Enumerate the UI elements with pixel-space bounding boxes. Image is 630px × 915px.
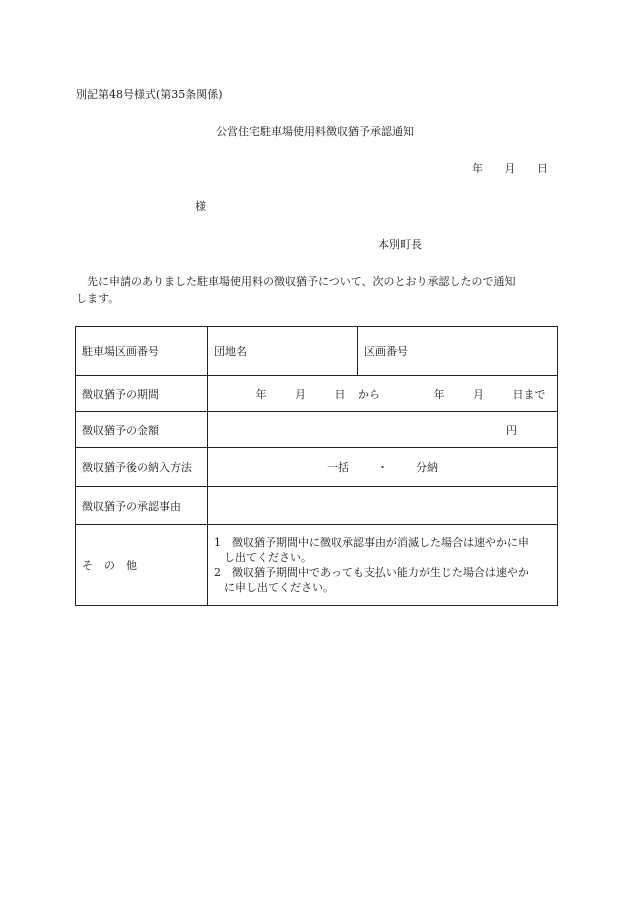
table-row bbox=[76, 487, 558, 525]
document-title: 公営住宅駐車場使用料徴収猶予承認通知 bbox=[216, 125, 414, 138]
date-day: 日 bbox=[537, 162, 548, 175]
note-1b: し出てください。 bbox=[224, 551, 312, 564]
from-year: 年 bbox=[255, 387, 267, 401]
deferral-amount-field[interactable] bbox=[208, 412, 558, 448]
table-row bbox=[76, 327, 558, 376]
approval-reason-label: 徴収猶予の承認事由 bbox=[76, 487, 208, 525]
complex-name-field[interactable]: 団地名 bbox=[208, 327, 358, 376]
note-1a: 1 徴収猶予期間中に徴収承認事由が消滅した場合は速やかに申 bbox=[214, 536, 529, 549]
table-row bbox=[76, 376, 558, 412]
deferral-amount-label: 徴収猶予の金額 bbox=[76, 412, 208, 448]
deferral-period-label: 徴収猶予の期間 bbox=[76, 376, 208, 412]
separator-dot: ・ bbox=[377, 461, 388, 474]
form-table bbox=[75, 326, 558, 606]
table-row bbox=[76, 412, 558, 448]
date-line bbox=[472, 160, 548, 176]
from-day: 日 bbox=[334, 387, 346, 401]
addressee-suffix: 様 bbox=[195, 200, 206, 213]
payment-method-field[interactable] bbox=[208, 448, 558, 487]
payment-method-label: 徴収猶予後の納入方法 bbox=[76, 448, 208, 487]
date-month: 月 bbox=[504, 162, 516, 175]
other-label: そ の 他 bbox=[76, 525, 208, 606]
to-year: 年 bbox=[433, 387, 445, 401]
lump-sum-option[interactable]: 一括 bbox=[327, 461, 349, 474]
approval-reason-field[interactable] bbox=[208, 487, 558, 525]
from-kara: から bbox=[358, 387, 380, 401]
table-row bbox=[76, 525, 558, 606]
note-2b: に申し出てください。 bbox=[224, 581, 334, 594]
section-number-field[interactable]: 区画番号 bbox=[358, 327, 558, 376]
deferral-period-field[interactable] bbox=[208, 376, 558, 412]
from-month: 月 bbox=[295, 387, 306, 401]
to-month: 月 bbox=[473, 387, 484, 401]
body-line-2: します。 bbox=[76, 292, 120, 305]
issuer: 本別町長 bbox=[378, 238, 422, 251]
parking-number-label: 駐車場区画番号 bbox=[76, 327, 208, 376]
to-day: 日まで bbox=[512, 387, 546, 401]
installment-option[interactable]: 分納 bbox=[416, 461, 438, 474]
form-number: 別記第48号様式(第35条関係) bbox=[76, 88, 223, 101]
yen-unit: 円 bbox=[506, 423, 517, 437]
body-text bbox=[76, 273, 558, 307]
body-line-1: 先に申請のありました駐車場使用料の徴収猶予について、次のとおり承認したので通知 bbox=[87, 275, 516, 288]
table-row bbox=[76, 448, 558, 487]
note-2a: 2 徴収猶予期間中であっても支払い能力が生じた場合は速やか bbox=[214, 566, 529, 579]
date-year: 年 bbox=[472, 162, 483, 175]
other-notes bbox=[208, 525, 558, 606]
